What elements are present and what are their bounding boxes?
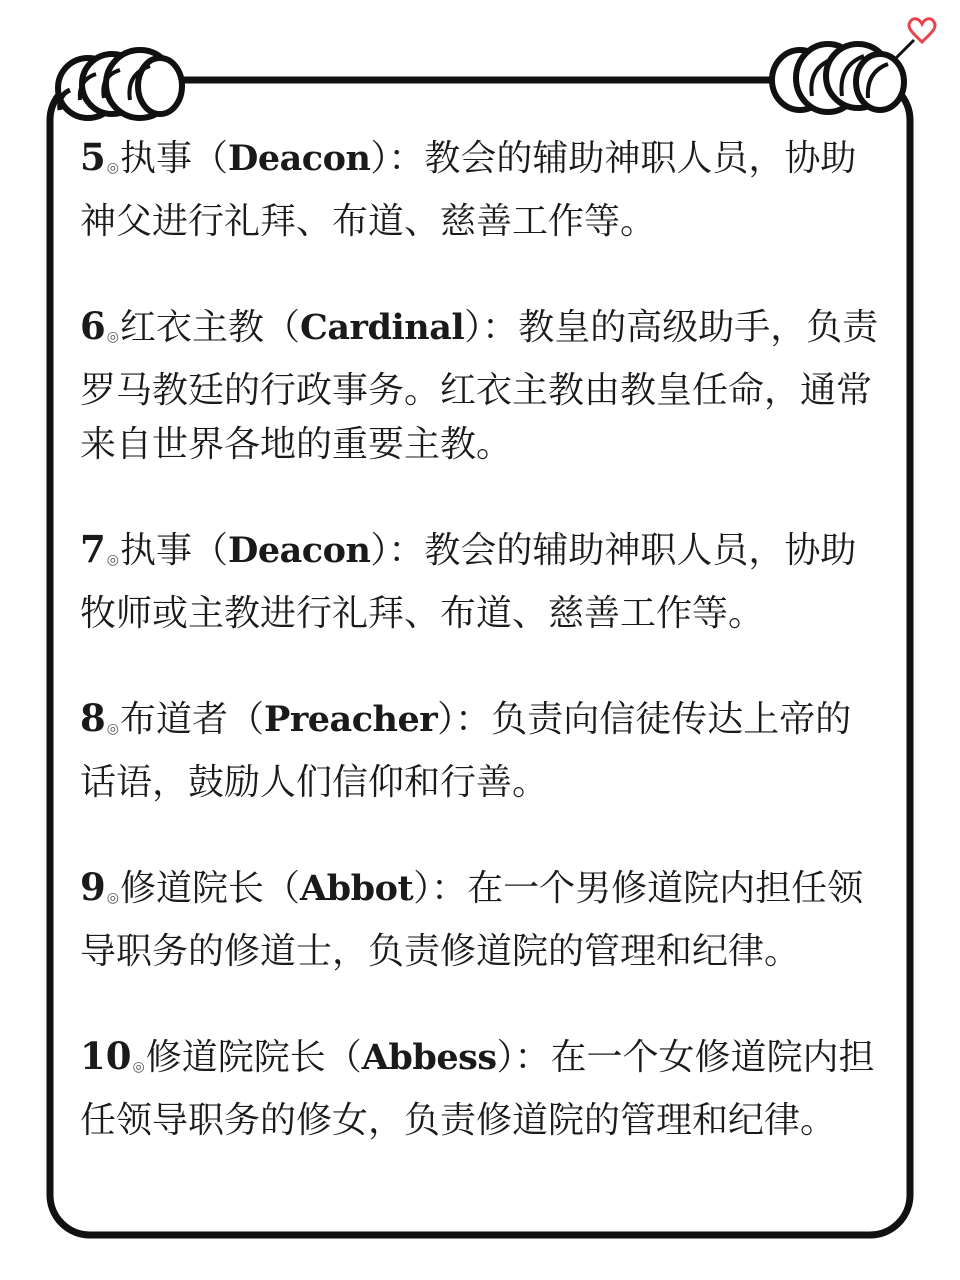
entry-title: 红衣主教: [119, 307, 264, 348]
entry-title: 修道院长: [119, 868, 264, 909]
left-scroll-curl-icon: [58, 50, 182, 118]
entry-title: 布道者: [119, 699, 228, 740]
right-scroll-curl-icon: [772, 44, 904, 112]
entry-number: 7: [80, 527, 106, 571]
entry-number-dot: ◎: [106, 160, 119, 176]
entry-description: 负责向信徒传达上帝的话语，鼓励人们信仰和行善。: [80, 699, 852, 803]
entry-title: 执事: [119, 530, 192, 571]
entry-english: Deacon: [228, 530, 371, 571]
entry-description: 在一个男修道院内担任领导职务的修道士，负责修道院的管理和纪律。: [80, 868, 864, 972]
entry-number-dot: ◎: [106, 721, 119, 737]
entry-english: Abbot: [300, 868, 414, 909]
entry-description: 在一个女修道院内担任领导职务的修女，负责修道院的管理和纪律。: [80, 1037, 875, 1141]
content-list: [80, 130, 880, 1198]
list-item: 5◎执事（Deacon）：教会的辅助神职人员，协助神父进行礼拜、布道、慈善工作等。: [80, 135, 857, 242]
entry-number-dot: ◎: [106, 890, 119, 906]
list-item: 10◎修道院院长（Abbess）：在一个女修道院内担任领导职务的修女，负责修道院的管理和纪律。: [80, 1034, 875, 1141]
entry-english: Cardinal: [300, 307, 465, 348]
entry-title: 执事: [119, 138, 192, 179]
entry-number-dot: ◎: [132, 1059, 145, 1075]
list-item: 6◎红衣主教（Cardinal）：教皇的高级助手，负责罗马教廷的行政事务。红衣主教由教皇任命，通常来自世界各地的重要主教。: [80, 304, 879, 465]
entry-number: 8: [80, 696, 106, 740]
entry-number: 10: [80, 1034, 132, 1078]
entry-number: 9: [80, 865, 106, 909]
entry-number-dot: ◎: [106, 552, 119, 568]
list-item: 7◎执事（Deacon）：教会的辅助神职人员，协助牧师或主教进行礼拜、布道、慈善工作等。: [80, 527, 857, 634]
entry-number: 6: [80, 304, 106, 348]
entry-number: 5: [80, 135, 106, 179]
entry-number-dot: ◎: [106, 329, 119, 345]
entry-english: Preacher: [264, 699, 438, 740]
entry-description: 教会的辅助神职人员，协助神父进行礼拜、布道、慈善工作等。: [80, 138, 857, 242]
entry-english: Abbess: [361, 1037, 497, 1078]
list-item: 9◎修道院长（Abbot）：在一个男修道院内担任领导职务的修道士，负责修道院的管理和纪律。: [80, 865, 864, 972]
entry-title: 修道院院长: [145, 1037, 326, 1078]
entry-english: Deacon: [228, 138, 371, 179]
entry-description: 教会的辅助神职人员，协助牧师或主教进行礼拜、布道、慈善工作等。: [80, 530, 857, 634]
list-item: 8◎布道者（Preacher）：负责向信徒传达上帝的话语，鼓励人们信仰和行善。: [80, 696, 852, 803]
heart-icon: [909, 19, 935, 42]
entry-description: 教皇的高级助手，负责罗马教廷的行政事务。红衣主教由教皇任命，通常来自世界各地的重要主教。: [80, 307, 879, 465]
